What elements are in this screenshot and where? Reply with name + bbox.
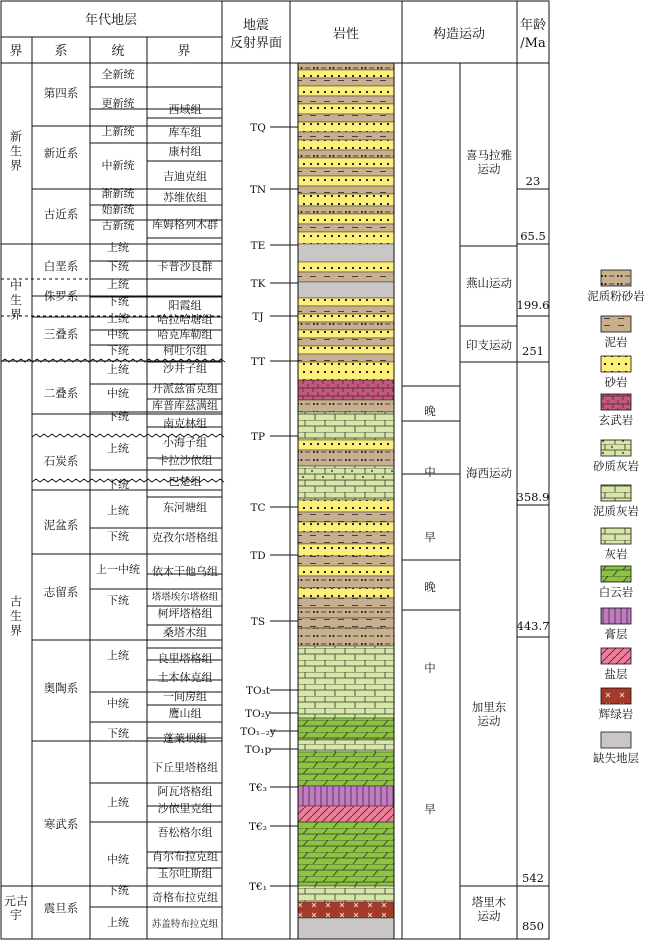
reflector-label: T€₂ <box>249 821 267 833</box>
reflector-label: TJ <box>252 311 264 323</box>
reflector-label: TD <box>250 550 266 562</box>
formation-label: 依木干他乌组 <box>152 565 218 578</box>
formation-label: 柯吐尔组 <box>163 344 207 357</box>
lithology-band <box>298 306 394 314</box>
series-label: 上统 <box>107 796 129 809</box>
system-label: 震旦系 <box>43 901 79 915</box>
lithology-band <box>298 608 394 618</box>
age-label: 542 <box>522 871 544 885</box>
legend-swatch <box>601 485 631 501</box>
lithology-band <box>298 450 394 466</box>
lithology-band <box>298 78 394 86</box>
tectonic-phase: 早 <box>424 802 436 816</box>
reflector-label: TK <box>250 278 266 290</box>
boundary-lines <box>1 87 549 907</box>
formation-label: 小海子组 <box>163 436 207 449</box>
header-era-strat: 年代地层 <box>84 13 138 28</box>
lithology-band <box>298 628 394 646</box>
lithology-band <box>298 740 394 752</box>
formation-label: 吉迪克组 <box>163 170 207 183</box>
reflector-label: TO₁p <box>244 744 272 756</box>
lithology-band <box>298 588 394 598</box>
formation-label: 沙依里克组 <box>157 802 213 815</box>
system-label: 侏罗系 <box>43 289 79 303</box>
lithology-band <box>298 272 394 282</box>
lithology-band <box>298 806 394 822</box>
reflector-label: TT <box>250 356 266 368</box>
formation-label: 克孜尔塔格组 <box>152 531 218 544</box>
formation-label: 吾松格尔组 <box>157 826 213 839</box>
lithology-band <box>298 224 394 232</box>
formation-label: 苏盖特布拉克组 <box>151 919 219 930</box>
reflector-label: TN <box>249 184 267 196</box>
lithology-band <box>298 500 394 512</box>
lithology-band <box>298 176 394 186</box>
reflector-label: TO₁₋₂y <box>240 726 276 738</box>
series-label: 中统 <box>107 387 129 400</box>
lithology-band <box>298 786 394 806</box>
lithology-band <box>298 314 394 322</box>
lithology-band <box>298 718 394 740</box>
lithology-band <box>298 86 394 96</box>
lithology-band <box>298 186 394 194</box>
formation-label: 阿瓦塔格组 <box>157 785 213 798</box>
legend-swatch <box>601 270 631 286</box>
formation-label: 沙井子组 <box>163 362 207 375</box>
formation-label: 鹰山组 <box>168 707 202 720</box>
lithology-band <box>298 362 394 380</box>
tectonic-caledonian: 加里东运动 <box>471 700 507 728</box>
lithology-band <box>298 114 394 122</box>
system-label: 第四系 <box>43 86 79 100</box>
series-label: 下统 <box>107 594 129 607</box>
lithology-band <box>298 158 394 168</box>
lithology-band <box>298 598 394 608</box>
legend-label: 泥质粉砂岩 <box>587 289 645 303</box>
lithology-band <box>298 822 394 886</box>
lithology-band <box>298 262 394 272</box>
reflector-label: TP <box>250 431 266 443</box>
tectonic-hercynian: 海西运动 <box>466 466 512 480</box>
lithology-band <box>298 298 394 306</box>
header-system: 系 <box>54 44 68 59</box>
system-label: 三叠系 <box>43 327 79 341</box>
lithology-band <box>298 480 394 500</box>
lithology-band <box>298 646 394 718</box>
lithology-band <box>298 244 394 262</box>
legend-swatch <box>601 316 631 332</box>
series-label: 始新统 <box>101 203 135 216</box>
legend-swatch <box>601 356 631 372</box>
legend-swatch <box>601 608 631 624</box>
lithology-band <box>298 412 394 440</box>
formation-label: 下丘里塔格组 <box>152 761 218 774</box>
lithology-band <box>298 466 394 480</box>
header-tectonic: 构造运动 <box>432 27 486 42</box>
lithology-band <box>298 532 394 544</box>
formation-label: 哈拉哈塘组 <box>157 313 213 326</box>
formation-label: 西域组 <box>168 103 202 116</box>
series-label: 中新统 <box>101 159 135 172</box>
legend-swatch <box>601 648 631 664</box>
legend-label: 缺失地层 <box>593 751 639 765</box>
age-label: 23 <box>525 174 541 188</box>
lithology-band <box>298 330 394 338</box>
series-label: 更新统 <box>101 97 135 110</box>
series-label: 下统 <box>107 410 129 423</box>
age-label: 199.6 <box>516 298 550 312</box>
formation-label: 库姆格列木群 <box>152 218 218 231</box>
lithology-band <box>298 132 394 140</box>
tectonic-himalaya: 喜马拉雅运动 <box>466 148 512 176</box>
system-label: 二叠系 <box>43 386 79 400</box>
system-label: 奥陶系 <box>43 681 79 695</box>
lithology-band <box>298 576 394 588</box>
era-label: 古生界 <box>9 594 23 638</box>
system-label: 石炭系 <box>43 454 79 468</box>
lithology-band <box>298 232 394 244</box>
lithology-band <box>298 522 394 532</box>
formation-label: 南克林组 <box>163 417 207 430</box>
lithology-band <box>298 150 394 158</box>
tectonic-phase: 晚 <box>424 580 436 594</box>
lithology-band <box>298 440 394 450</box>
series-label: 渐新统 <box>101 187 135 200</box>
series-label: 上一中统 <box>96 563 140 576</box>
lithology-band <box>298 512 394 522</box>
header-seismic-2: 反射界面 <box>229 36 283 51</box>
reflector-label: TS <box>250 616 266 628</box>
series-label: 古新统 <box>101 219 135 232</box>
legend-swatch <box>601 528 631 544</box>
formation-label: 哈克库勒组 <box>157 328 213 341</box>
series-label: 上统 <box>107 312 129 325</box>
legend-label: 玄武岩 <box>598 413 634 427</box>
series-label: 下统 <box>107 530 129 543</box>
lithology-band <box>298 556 394 566</box>
header-era: 界 <box>9 44 23 59</box>
tectonic-phase: 中 <box>424 661 436 675</box>
lithology-band <box>298 214 394 224</box>
formation-label: 一间房组 <box>163 690 207 703</box>
formation-label: 柯坪塔格组 <box>157 607 213 620</box>
formation-label: 良里塔格组 <box>157 652 213 665</box>
header-series: 统 <box>111 44 125 59</box>
series-label: 下统 <box>107 260 129 273</box>
era-label: 元古宇 <box>3 893 29 923</box>
formation-label: 奇格布拉克组 <box>152 891 218 904</box>
legend-swatch <box>601 566 631 582</box>
lithology-band <box>298 380 394 400</box>
lithology-band <box>298 400 394 412</box>
system-label: 新近系 <box>43 146 79 160</box>
table-text <box>4 67 549 933</box>
legend-label: 泥岩 <box>604 335 628 349</box>
formation-label: 塔塔埃尔塔格组 <box>151 592 219 603</box>
formation-label: 桑塔木组 <box>163 626 207 639</box>
lithology-band <box>298 122 394 132</box>
series-label: 中统 <box>107 697 129 710</box>
legend-label: 盐层 <box>604 667 628 681</box>
reflector-label: TE <box>250 240 266 252</box>
series-label: 上统 <box>107 504 129 517</box>
lithology-band <box>298 902 394 918</box>
formation-label: 卡普沙良群 <box>157 260 213 273</box>
formation-label: 土木休克组 <box>157 671 213 684</box>
series-label: 下统 <box>107 344 129 357</box>
lithology-band <box>298 544 394 556</box>
reflector-label: TQ <box>250 122 266 134</box>
legend-label: 砂质灰岩 <box>593 459 639 473</box>
lithology-band <box>298 194 394 206</box>
legend-label: 砂岩 <box>604 375 628 389</box>
series-label: 上统 <box>107 278 129 291</box>
age-label: 358.9 <box>516 490 550 504</box>
age-label: 443.7 <box>516 619 550 633</box>
tectonic-phase: 中 <box>424 465 436 479</box>
header-age-2: /Ma <box>520 36 546 51</box>
formation-label: 东河塘组 <box>163 501 207 514</box>
lithology-band <box>298 282 394 298</box>
series-label: 上统 <box>107 241 129 254</box>
tectonic-yanshan: 燕山运动 <box>466 276 512 290</box>
header-age-1: 年龄 <box>519 18 547 33</box>
era-label: 新生界 <box>9 129 23 173</box>
legend <box>587 270 645 765</box>
lithology-band <box>298 886 394 902</box>
reflector-label: TO₂y <box>245 708 271 720</box>
formation-label: 苏维依组 <box>163 191 207 204</box>
lithology-band <box>298 168 394 176</box>
legend-swatch <box>601 394 631 410</box>
formation-label: 库车组 <box>168 126 202 139</box>
age-label: 65.5 <box>520 229 546 243</box>
lithology-band <box>298 338 394 346</box>
series-label: 上统 <box>107 649 129 662</box>
lithology-band <box>298 618 394 628</box>
lithology-band <box>298 918 394 939</box>
lithology-band <box>298 104 394 114</box>
reflector-label: TC <box>250 502 266 514</box>
tectonic-indosinian: 印支运动 <box>466 338 512 352</box>
lithology-band <box>298 140 394 150</box>
legend-swatch <box>601 688 631 704</box>
series-label: 上新统 <box>101 125 135 138</box>
series-label: 全新统 <box>101 68 135 81</box>
formation-label: 玉尔吐斯组 <box>157 867 213 880</box>
series-label: 上统 <box>107 442 129 455</box>
formation-label: 肖尔布拉克组 <box>152 850 218 863</box>
age-label: 251 <box>522 344 544 358</box>
legend-swatch <box>601 732 631 748</box>
system-label: 寒武系 <box>43 817 79 831</box>
lithology-band <box>298 566 394 576</box>
formation-label: 康村组 <box>168 145 202 158</box>
series-label: 上统 <box>107 363 129 376</box>
lithology-band <box>298 70 394 78</box>
reflector-label: T€₁ <box>249 881 267 893</box>
formation-label: 阳霞组 <box>168 299 202 312</box>
series-label: 中统 <box>107 853 129 866</box>
series-label: 下统 <box>107 727 129 740</box>
legend-swatch <box>601 440 631 456</box>
legend-label: 泥质灰岩 <box>593 504 639 518</box>
lithology-band <box>298 63 394 70</box>
age-label: 850 <box>522 919 544 933</box>
formation-label: 开派兹雷克组 <box>152 382 218 395</box>
lithology-column <box>298 63 394 939</box>
legend-label: 辉绿岩 <box>598 707 634 721</box>
system-label: 泥盆系 <box>43 518 79 532</box>
tectonic-phase: 早 <box>424 530 436 544</box>
legend-label: 膏层 <box>604 627 628 641</box>
series-label: 下统 <box>107 295 129 308</box>
series-label: 中统 <box>107 328 129 341</box>
series-label: 下统 <box>107 478 129 491</box>
lithology-band <box>298 96 394 104</box>
header-seismic-1: 地震 <box>242 18 270 33</box>
header-stage: 界 <box>177 44 191 59</box>
series-label: 上统 <box>107 916 129 929</box>
lithology-band <box>298 322 394 330</box>
header-lithology: 岩性 <box>332 27 360 42</box>
era-label: 中生界 <box>9 278 23 322</box>
lithology-band <box>298 354 394 362</box>
lithology-band <box>298 752 394 786</box>
tectonic-tarim: 塔里木运动 <box>471 895 507 923</box>
reflector-label: T€₃ <box>249 782 267 794</box>
formation-label: 卡拉沙依组 <box>157 454 213 467</box>
system-label: 志留系 <box>43 585 79 599</box>
lithology-band <box>298 346 394 354</box>
formation-label: 蓬莱坝组 <box>163 732 207 745</box>
reflector-label: TO₃t <box>245 685 271 697</box>
tectonic-phase: 晚 <box>424 404 436 418</box>
system-label: 白垩系 <box>43 259 79 273</box>
legend-label: 白云岩 <box>598 585 634 599</box>
series-label: 下统 <box>107 884 129 897</box>
formation-label: 巴楚组 <box>168 475 202 488</box>
legend-label: 灰岩 <box>604 547 628 561</box>
lithology-band <box>298 206 394 214</box>
system-label: 古近系 <box>43 207 79 221</box>
formation-label: 库普库兹满组 <box>152 399 218 412</box>
